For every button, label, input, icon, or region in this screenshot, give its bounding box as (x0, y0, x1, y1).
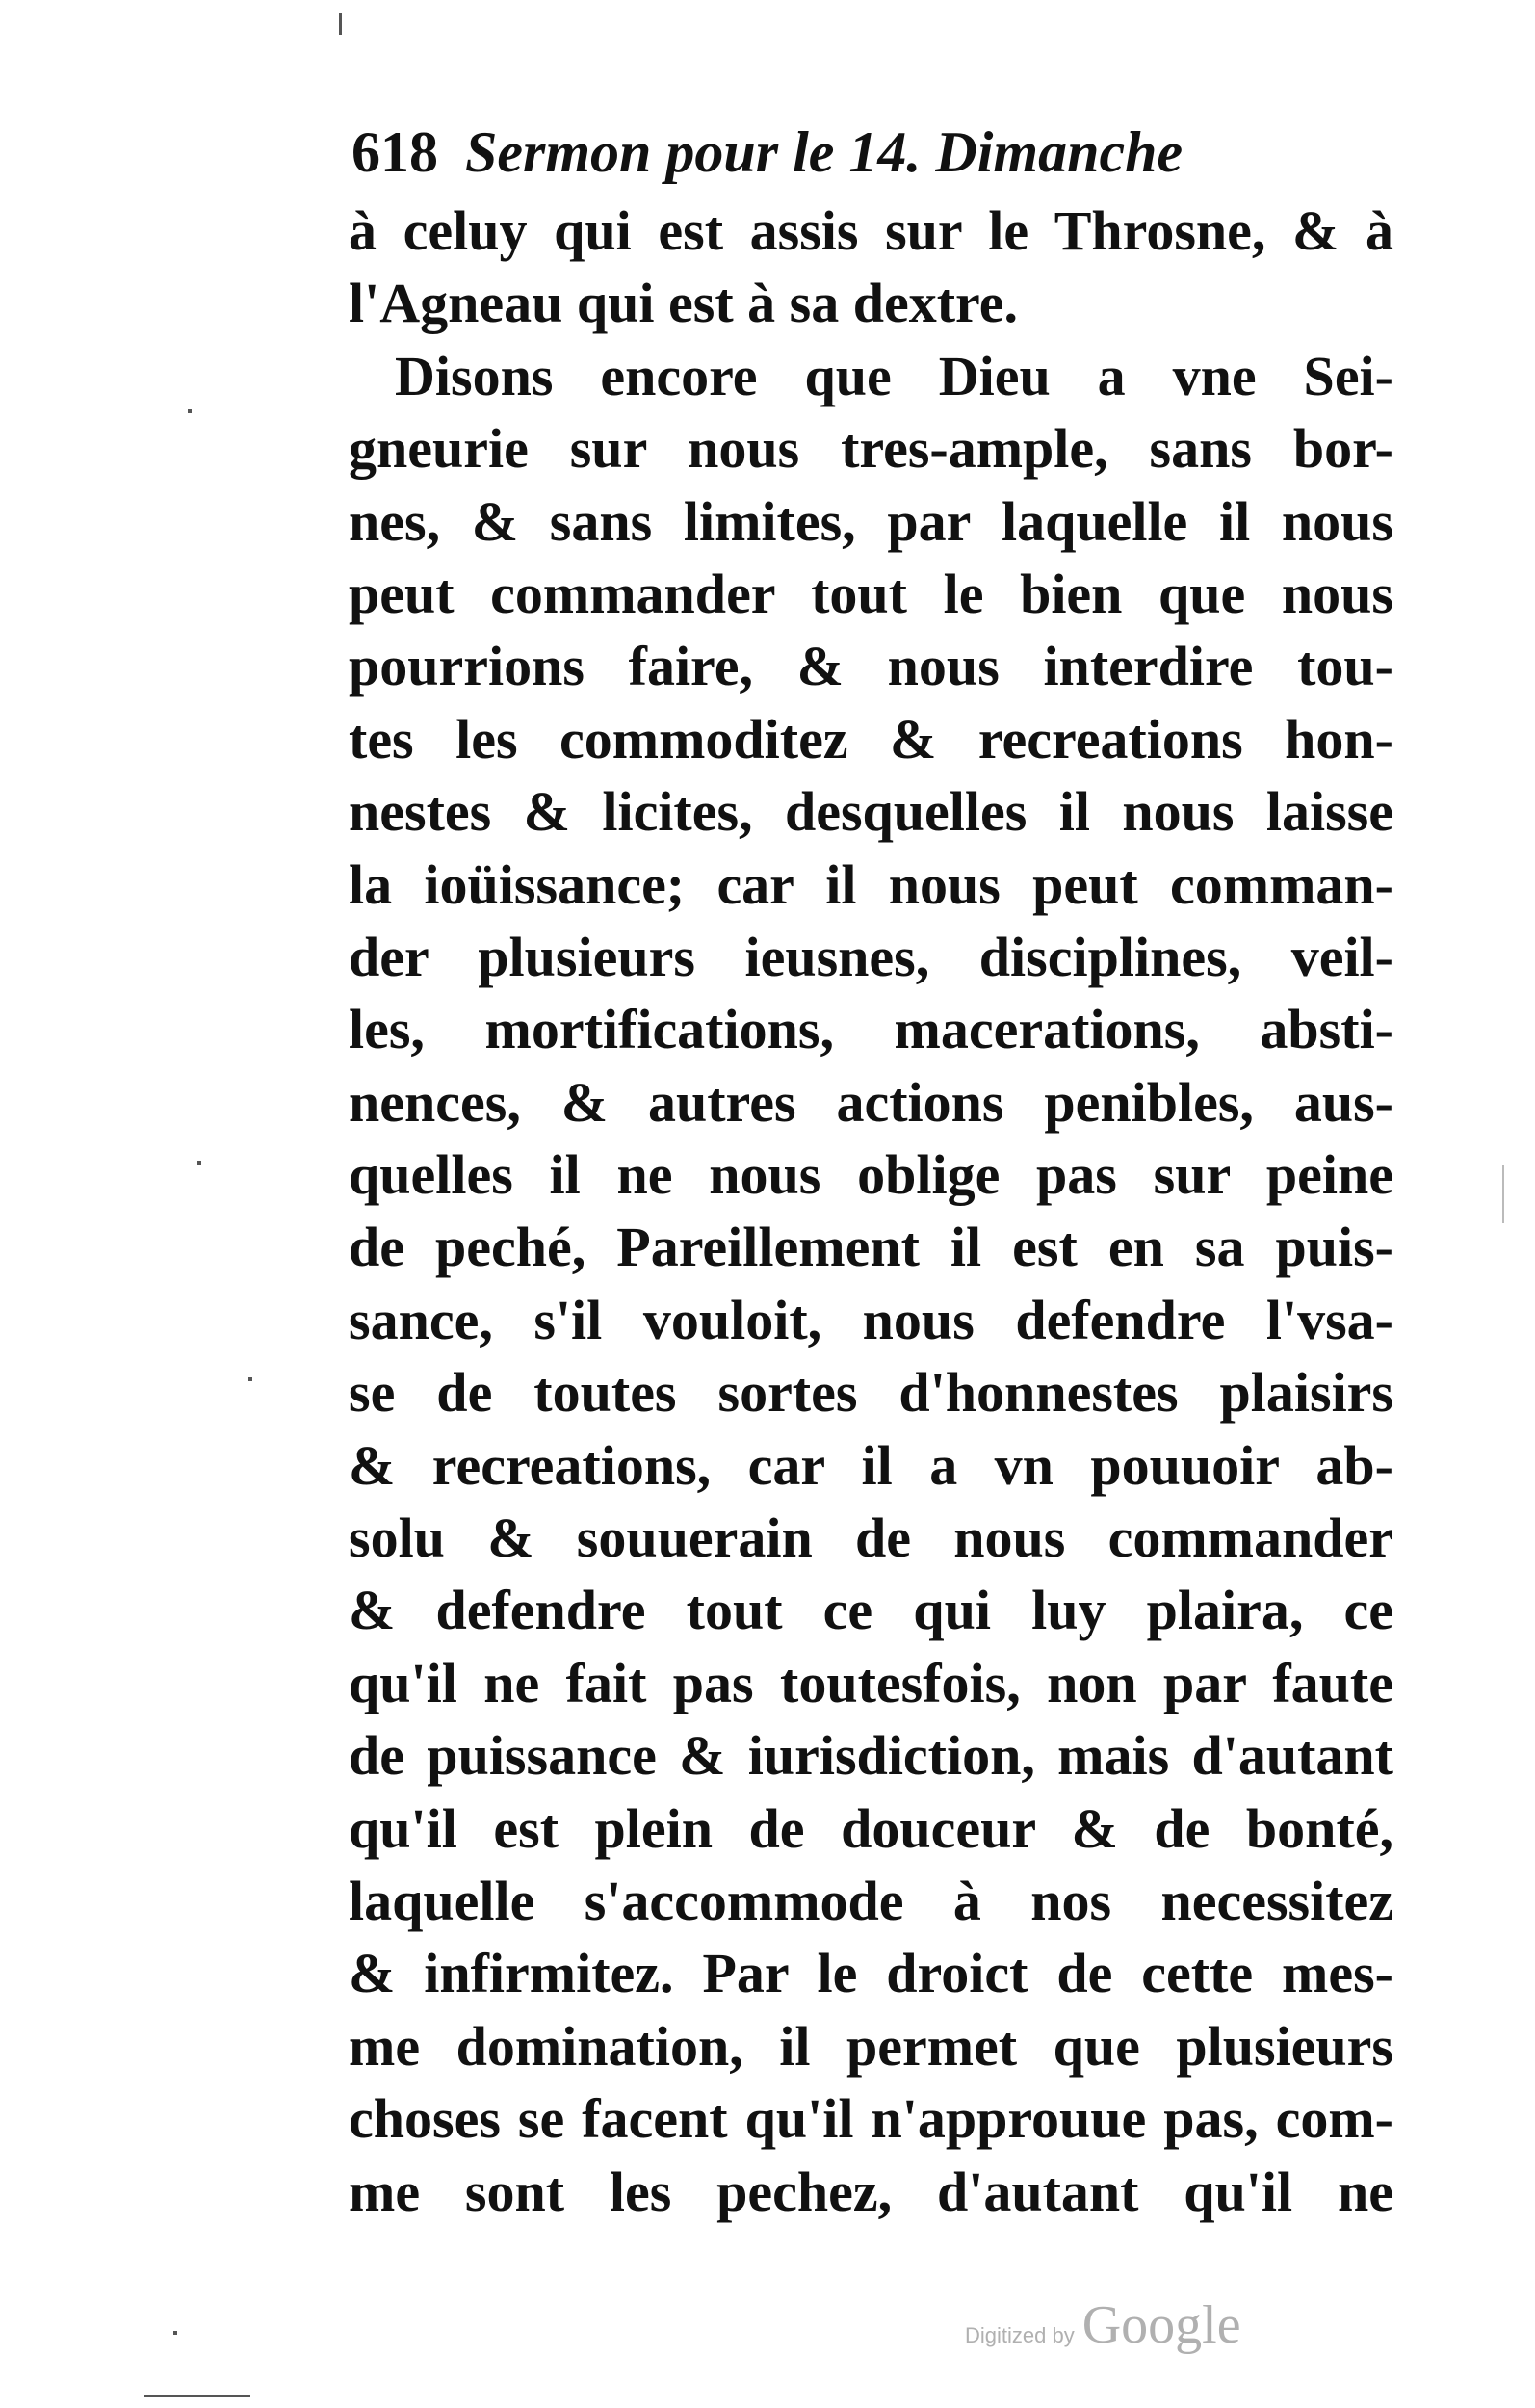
text-line: solu & souuerain de nous commander (349, 1506, 1393, 1570)
page-number: 618 (351, 120, 438, 184)
running-title: Sermon pour le 14. Dimanche (465, 120, 1184, 184)
text-line: me sont les pechez, d'autant qu'il ne (349, 2159, 1393, 2223)
text-line: la ioüissance; car il nous peut comman- (349, 852, 1393, 916)
text-line: qu'il est plein de douceur & de bonté, (349, 1796, 1393, 1860)
text-line: me domination, il permet que plusieurs (349, 2014, 1393, 2078)
scan-mark (144, 2395, 250, 2397)
text-line: & recreations, car il a vn pouuoir ab- (349, 1433, 1393, 1497)
text-line: pourrions faire, & nous interdire tou- (349, 635, 1393, 698)
text-line: l'Agneau qui est à sa dextre. (349, 272, 1018, 335)
scan-mark (173, 2331, 177, 2335)
scan-mark (339, 13, 342, 35)
scan-mark (197, 1161, 201, 1165)
google-logo: Google (1081, 2295, 1241, 2355)
scan-mark (248, 1377, 252, 1381)
text-line: laquelle s'accommode à nos necessitez (349, 1869, 1393, 1932)
text-line: Disons encore que Dieu a vne Sei- (395, 344, 1393, 407)
text-line: & infirmitez. Par le droict de cette mes- (349, 1942, 1393, 2005)
text-line: peut commander tout le bien que nous (349, 562, 1393, 625)
text-line: choses se facent qu'il n'approuue pas, com- (349, 2087, 1393, 2151)
text-line: sance, s'il vouloit, nous defendre l'vsa- (349, 1288, 1393, 1351)
text-line: nestes & licites, desquelles il nous laisse (349, 780, 1393, 844)
text-line: de peché, Pareillement il est en sa puis- (349, 1216, 1393, 1279)
running-head (351, 114, 1401, 191)
text-line: & defendre tout ce qui luy plaira, ce (349, 1579, 1393, 1642)
scan-mark (1502, 1165, 1504, 1223)
text-line: se de toutes sortes d'honnestes plaisirs (349, 1361, 1393, 1425)
text-line: der plusieurs ieusnes, disciplines, veil- (349, 925, 1393, 988)
body-text (349, 195, 1393, 2228)
google-digitized-watermark (965, 2294, 1292, 2362)
text-line: nences, & autres actions penibles, aus- (349, 1070, 1393, 1134)
text-line: à celuy qui est assis sur le Throsne, & à (349, 199, 1393, 262)
text-line: tes les commoditez & recreations hon- (349, 707, 1393, 771)
scan-mark (188, 409, 192, 413)
text-line: de puissance & iurisdiction, mais d'autant (349, 1724, 1393, 1788)
text-line: quelles il ne nous oblige pas sur peine (349, 1143, 1393, 1207)
text-line: gneurie sur nous tres-ample, sans bor- (349, 417, 1393, 481)
text-line: les, mortifications, macerations, absti- (349, 998, 1393, 1061)
text-line: nes, & sans limites, par laquelle il nous (349, 489, 1393, 553)
text-line: qu'il ne fait pas toutesfois, non par faute (349, 1651, 1393, 1714)
digitized-label: Digitized by (965, 2323, 1075, 2347)
